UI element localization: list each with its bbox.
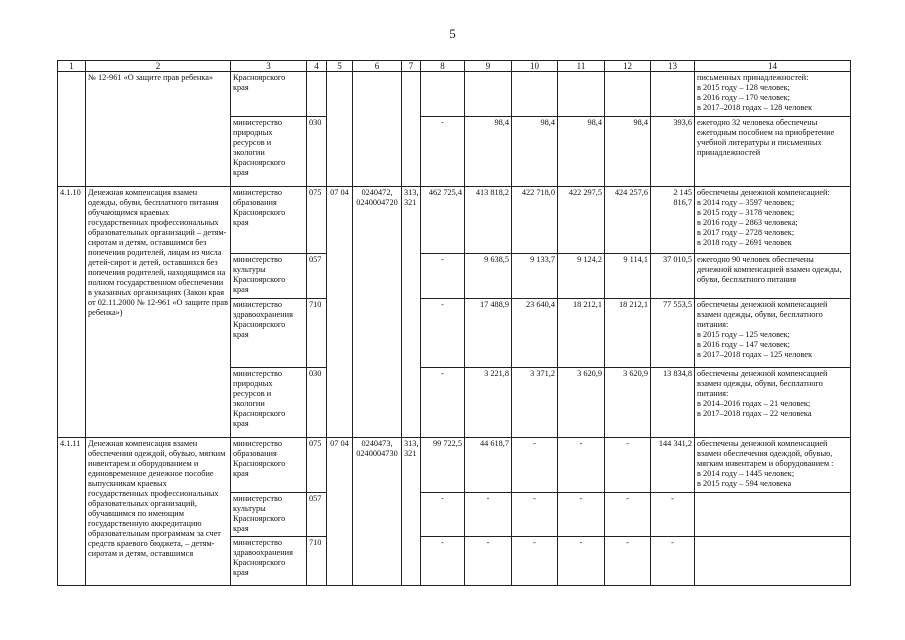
cell-v12: - bbox=[605, 438, 651, 493]
cell-result: ежегодно 32 человека обеспечены ежегодным пособием на приобретение учебной литературы и письменных принадлежностей bbox=[695, 117, 851, 187]
cell-dept: министерство культуры Красноярского края bbox=[231, 493, 307, 537]
cell-v10: 422 718,0 bbox=[512, 187, 558, 254]
col-header: 2 bbox=[86, 61, 231, 72]
cell-v8 bbox=[421, 72, 465, 117]
cell-v10: 23 640,4 bbox=[512, 299, 558, 368]
cell-v13: 144 341,2 bbox=[651, 438, 695, 493]
cell-v11: 422 297,5 bbox=[558, 187, 605, 254]
cell-v8: - bbox=[421, 368, 465, 438]
cell-v9: - bbox=[465, 537, 512, 586]
cell-dept: министерство природных ресурсов и экологии Красноярского края bbox=[231, 117, 307, 187]
cell-num: 4.1.10 bbox=[58, 187, 86, 438]
table-row bbox=[58, 438, 851, 493]
cell-rzpr: 07 04 bbox=[327, 187, 353, 438]
cell-v13: 13 834,8 bbox=[651, 368, 695, 438]
col-header: 13 bbox=[651, 61, 695, 72]
cell-v13: 77 553,5 bbox=[651, 299, 695, 368]
cell-v11: - bbox=[558, 493, 605, 537]
cell-v10 bbox=[512, 72, 558, 117]
cell-grbs: 030 bbox=[307, 117, 327, 187]
cell-result: письменных принадлежностей: в 2015 году – 128 человек; в 2016 году – 170 человек; в 2017–2018 годах – 128 человек bbox=[695, 72, 851, 117]
cell-v8: - bbox=[421, 299, 465, 368]
cell-grbs: 057 bbox=[307, 254, 327, 299]
cell-v10: - bbox=[512, 537, 558, 586]
cell-v9: 44 618,7 bbox=[465, 438, 512, 493]
col-header: 7 bbox=[402, 61, 421, 72]
cell-v10: 98,4 bbox=[512, 117, 558, 187]
cell-v12: 424 257,6 bbox=[605, 187, 651, 254]
cell-vr bbox=[402, 72, 421, 187]
cell-v12: 98,4 bbox=[605, 117, 651, 187]
cell-v8: - bbox=[421, 493, 465, 537]
cell-v9: 98,4 bbox=[465, 117, 512, 187]
cell-v8: - bbox=[421, 254, 465, 299]
cell-result bbox=[695, 493, 851, 537]
cell-dept: Красноярского края bbox=[231, 72, 307, 117]
cell-v12: 3 620,9 bbox=[605, 368, 651, 438]
col-header: 1 bbox=[58, 61, 86, 72]
cell-grbs: 030 bbox=[307, 368, 327, 438]
cell-dept: министерство образования Красноярского края bbox=[231, 187, 307, 254]
cell-v12: - bbox=[605, 493, 651, 537]
col-header: 11 bbox=[558, 61, 605, 72]
cell-name: № 12-961 «О защите прав ребенка» bbox=[86, 72, 231, 187]
cell-v11: 3 620,9 bbox=[558, 368, 605, 438]
cell-v9 bbox=[465, 72, 512, 117]
cell-v9: 17 488,9 bbox=[465, 299, 512, 368]
cell-v11 bbox=[558, 72, 605, 117]
cell-v12 bbox=[605, 72, 651, 117]
cell-result: обеспечены денежной компенсацией взамен одежды, обуви, бесплатного питания: в 2014–2016 годах – 21 человек; в 2017–2018 годах – 22 человека bbox=[695, 368, 851, 438]
cell-dept: министерство природных ресурсов и экологии Красноярского края bbox=[231, 368, 307, 438]
cell-v8: - bbox=[421, 537, 465, 586]
cell-v10: - bbox=[512, 493, 558, 537]
col-header: 9 bbox=[465, 61, 512, 72]
cell-grbs: 075 bbox=[307, 187, 327, 254]
cell-v12: 9 114,1 bbox=[605, 254, 651, 299]
cell-name: Денежная компенсация взамен обеспечения одеждой, обувью, мягким инвентарем и оборудованием и единовременное денежное пособие выпускникам краевых государственных профессиональных образовательных организаций, обучавшимся по имеющим государственную аккредитацию образовательным программам за счет средств краевого бюджета, – детям-сиротам и детям, оставшимся bbox=[86, 438, 231, 586]
table-row bbox=[58, 72, 851, 117]
cell-v13: 2 145 816,7 bbox=[651, 187, 695, 254]
cell-num: 4.1.11 bbox=[58, 438, 86, 586]
page-number: 5 bbox=[449, 26, 456, 41]
cell-v11: 98,4 bbox=[558, 117, 605, 187]
cell-v9: 413 818,2 bbox=[465, 187, 512, 254]
cell-result: ежегодно 90 человек обеспечены денежной компенсацией взамен одежды, обуви, бесплатного питания bbox=[695, 254, 851, 299]
cell-v9: 9 638,5 bbox=[465, 254, 512, 299]
cell-name: Денежная компенсация взамен одежды, обуви, бесплатного питания обучающимся краевых государственных профессиональных образовательных организаций – детям-сиротам и детям, оставшимся без попечения родителей, лицам из числа детей-сирот и детей, оставшихся без попечения родителей, находящимся на полном государственном обеспечении в указанных организациях (Закон края от 02.11.2000 № 12-961 «О защите прав ребенка») bbox=[86, 187, 231, 438]
cell-v8: 99 722,5 bbox=[421, 438, 465, 493]
cell-csr: 0240472, 0240004720 bbox=[353, 187, 402, 438]
col-header: 14 bbox=[695, 61, 851, 72]
header-row bbox=[58, 61, 851, 72]
col-header: 10 bbox=[512, 61, 558, 72]
cell-result bbox=[695, 537, 851, 586]
cell-result: обеспечены денежной компенсацией взамен одежды, обуви, бесплатного питания: в 2015 году – 125 человек; в 2016 году – 147 человек; в 2017–2018 годах – 125 человек bbox=[695, 299, 851, 368]
cell-rzpr bbox=[327, 72, 353, 187]
cell-grbs: 710 bbox=[307, 299, 327, 368]
col-header: 4 bbox=[307, 61, 327, 72]
cell-v8: 462 725,4 bbox=[421, 187, 465, 254]
cell-v10: 9 133,7 bbox=[512, 254, 558, 299]
cell-v12: - bbox=[605, 537, 651, 586]
col-header: 5 bbox=[327, 61, 353, 72]
cell-v8: - bbox=[421, 117, 465, 187]
cell-v13: - bbox=[651, 493, 695, 537]
cell-vr: 313, 321 bbox=[402, 438, 421, 586]
cell-grbs: 075 bbox=[307, 438, 327, 493]
cell-v9: 3 221,8 bbox=[465, 368, 512, 438]
cell-v13: 393,6 bbox=[651, 117, 695, 187]
cell-v9: - bbox=[465, 493, 512, 537]
col-header: 3 bbox=[231, 61, 307, 72]
cell-result: обеспечены денежной компенсацией взамен обеспечения одеждой, обувью, мягким инвентарем и оборудованием : в 2014 году – 1445 человек; в 2015 году – 594 человека bbox=[695, 438, 851, 493]
cell-v13: - bbox=[651, 537, 695, 586]
cell-dept: министерство здравоохранения Красноярского края bbox=[231, 537, 307, 586]
cell-dept: министерство здравоохранения Красноярского края bbox=[231, 299, 307, 368]
cell-rzpr: 07 04 bbox=[327, 438, 353, 586]
cell-v10: 3 371,2 bbox=[512, 368, 558, 438]
cell-csr: 0240473, 0240004730 bbox=[353, 438, 402, 586]
cell-v11: - bbox=[558, 438, 605, 493]
col-header: 8 bbox=[421, 61, 465, 72]
cell-grbs: 057 bbox=[307, 493, 327, 537]
cell-dept: министерство культуры Красноярского края bbox=[231, 254, 307, 299]
program-table bbox=[57, 60, 851, 586]
cell-vr: 313, 321 bbox=[402, 187, 421, 438]
col-header: 6 bbox=[353, 61, 402, 72]
table-row bbox=[58, 187, 851, 254]
cell-result: обеспечены денежной компенсацией: в 2014 году – 3597 человек; в 2015 году – 3178 человек; в 2016 году – 2863 человека; в 2017 году – 2728 человек; в 2018 году – 2691 человек bbox=[695, 187, 851, 254]
cell-grbs: 710 bbox=[307, 537, 327, 586]
cell-num bbox=[58, 72, 86, 187]
cell-csr bbox=[353, 72, 402, 187]
cell-v13: 37 010,5 bbox=[651, 254, 695, 299]
cell-v11: 9 124,2 bbox=[558, 254, 605, 299]
cell-v11: 18 212,1 bbox=[558, 299, 605, 368]
cell-dept: министерство образования Красноярского края bbox=[231, 438, 307, 493]
cell-v13 bbox=[651, 72, 695, 117]
cell-v12: 18 212,1 bbox=[605, 299, 651, 368]
cell-grbs bbox=[307, 72, 327, 117]
cell-v10: - bbox=[512, 438, 558, 493]
col-header: 12 bbox=[605, 61, 651, 72]
cell-v11: - bbox=[558, 537, 605, 586]
